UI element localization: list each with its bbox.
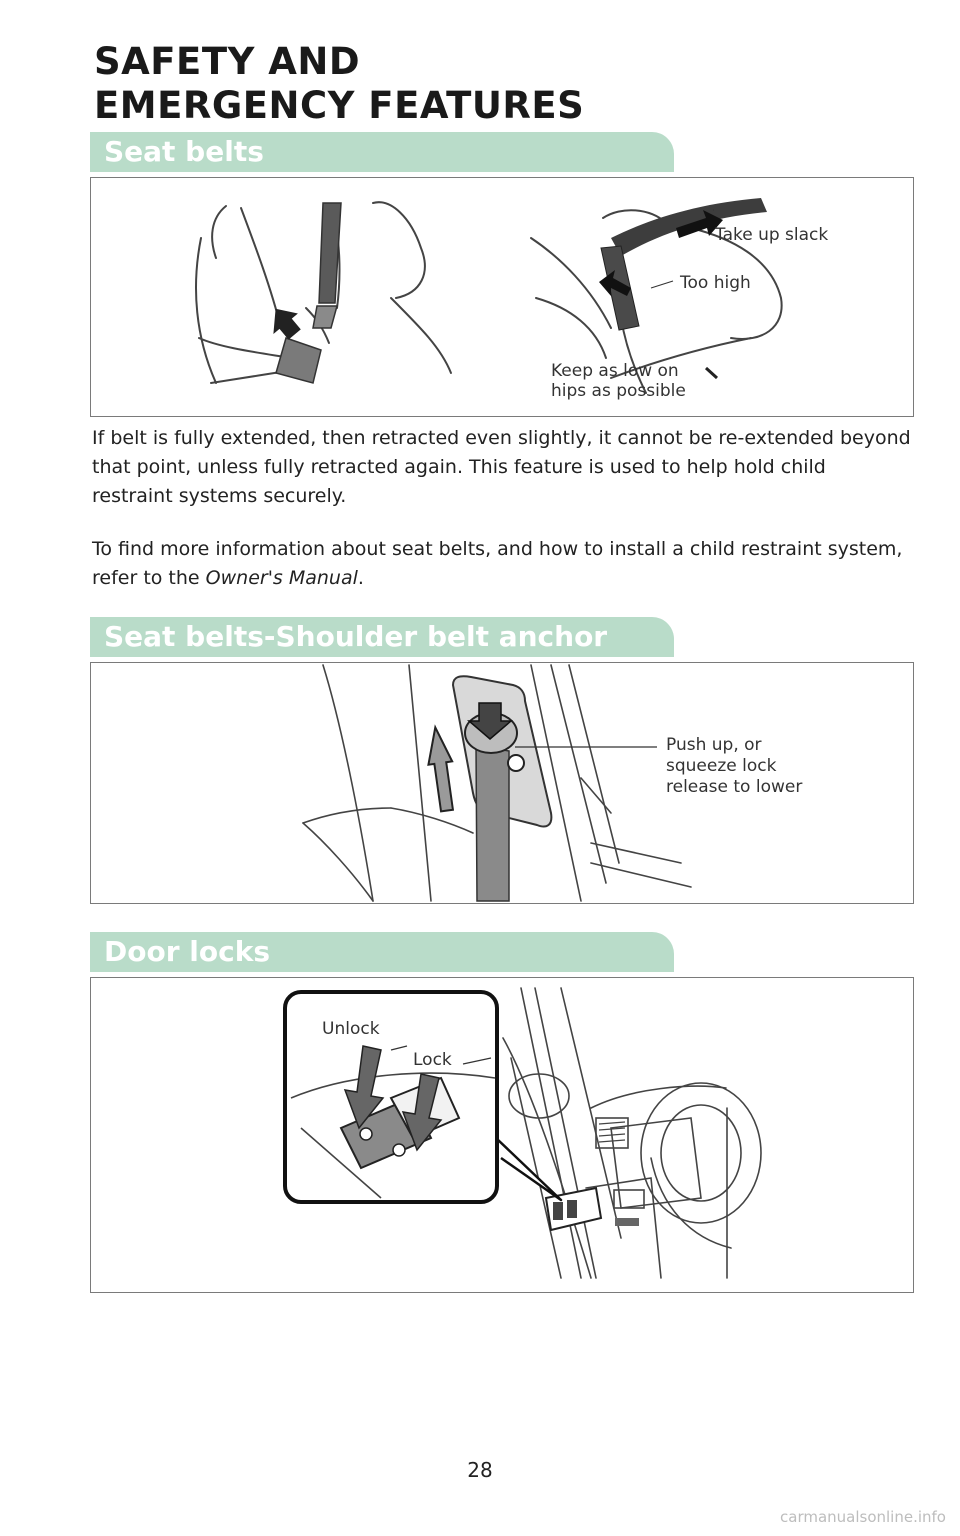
take-up-slack-callout: Take up slack [715,225,829,245]
seat-belts-header [90,132,674,172]
owners-manual-paragraph-text: To find more information about seat belts, and how to install a child restraint system, refer to the [92,538,903,589]
page-title-line-1: SAFETY AND [94,40,361,83]
shoulder-belt-anchor-header [90,617,674,657]
door-locks-header [90,932,674,972]
seat-belts-header-label: Seat belts [104,135,264,168]
watermark: carmanualsonline.info [780,1508,946,1526]
shoulder-belt-anchor-header-label: Seat belts-Shoulder belt anchor [104,620,608,653]
seat-belt-locking-paragraph: If belt is fully extended, then retracted even slightly, it cannot be re-extended beyond that point, unless fully retracted again. This feature is used to help hold child restraint systems securely. [92,427,911,507]
too-high-callout: Too high [680,273,751,293]
door-lock-switch-illustration [91,978,913,1292]
shoulder-belt-anchor-illustration-panel [90,662,914,904]
keep-low-callout-line-1: Keep as low on [551,361,679,381]
seat-belts-illustration-panel [90,177,914,417]
page-title-line-2: EMERGENCY FEATURES [94,84,585,127]
door-locks-header-label: Door locks [104,935,270,968]
anchor-callout-line-2: squeeze lock [666,756,777,776]
owners-manual-paragraph [92,535,912,593]
anchor-callout-line-1: Push up, or [666,735,762,755]
door-locks-illustration-panel [90,977,914,1293]
unlock-callout: Unlock [322,1019,380,1039]
owners-manual-reference: Owner's Manual [205,567,358,589]
keep-low-callout-line-2: hips as possible [551,381,686,401]
seat-belt-buckle-illustration [91,178,913,416]
anchor-callout-line-3: release to lower [666,777,803,797]
lock-callout: Lock [413,1050,452,1070]
owners-manual-paragraph-end: . [357,567,364,589]
page-number: 28 [467,1458,493,1482]
page-title [94,40,584,128]
